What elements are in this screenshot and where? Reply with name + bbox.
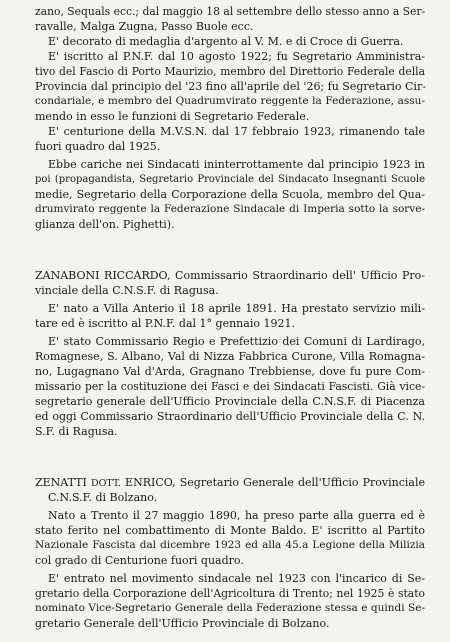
text-line: gretario della Corporazione dell'Agricoltura di Trento; nel 1925 è stato: [35, 587, 425, 600]
text-line: segretario generale dell'Ufficio Provinciale della C.N.S.F. di Piacenza: [35, 395, 425, 408]
text-line: missario per la costituzione dei Fasci e dei Sindacati Fascisti. Già vice-: [35, 380, 425, 393]
text-line: Nato a Trento il 27 maggio 1890, ha preso parte alla guerra ed è: [48, 509, 425, 522]
text-line: Nazionale Fascista dal dicembre 1923 ed alla 45.a Legione della Milizia: [35, 539, 425, 551]
entry-name: ZENATTI: [35, 476, 87, 489]
entry-first-name: ENRICO: [125, 476, 173, 489]
text-line: zano, Sequals ecc.; dal maggio 18 al settembre dello stesso anno a Ser-: [35, 5, 426, 18]
text-line: Ebbe cariche nei Sindacati ininterrottamente dal principio 1923 in: [48, 158, 425, 171]
text-line: E' nato a Villa Anterio il 18 aprile 1891. Ha prestato servizio mili-: [48, 302, 425, 315]
text-line: fuori quadro dal 1925.: [35, 140, 161, 153]
text-line: tare ed è iscritto al P.N.F. dal 1° gennaio 1921.: [35, 317, 295, 330]
entry-heading-line: [35, 268, 425, 283]
text-line: no, Lugagnano Val d'Arda, Gragnano Trebbiense, dove fu pure Com-: [35, 365, 425, 378]
entry-heading-line: [35, 475, 425, 491]
text-line: Provincia dal principio del '23 fino all'aprile del '26; fu Segretario Cir-: [35, 80, 426, 93]
text-line: E' iscritto al P.N.F. dal 10 agosto 1922; fu Segretario Amministra-: [48, 50, 425, 63]
text-line: mendo in esso le funzioni di Segretario Federale.: [35, 110, 310, 123]
text-line: vinciale della C.N.S.F. di Ragusa.: [35, 284, 219, 297]
text-line: stato ferito nel combattimento di Monte Baldo. E' iscritto al Partito: [35, 524, 425, 537]
text-line: medie, Segretario della Corporazione della Scuola, membro del Qua-: [35, 188, 425, 201]
entry-name: ZANABONI RICCARDO: [35, 269, 167, 282]
text-line: ed oggi Commissario Straordinario dell'Ufficio Provinciale della C. N.: [35, 410, 425, 423]
text-line: nominato Vice-Segretario Generale della Federazione stessa e quindi Se-: [35, 602, 425, 614]
text-line: condariale, e membro del Quadrumvirato reggente la Federazione, assu-: [35, 95, 425, 107]
text-line: col grado di Centurione fuori quadro.: [35, 554, 244, 567]
text-line: tivo del Fascio di Porto Maurizio, membro del Direttorio Federale della: [35, 65, 425, 78]
text-line: E' stato Commissario Regio e Prefettizio dei Comuni di Lardirago,: [48, 335, 425, 348]
text-line: E' entrato nel movimento sindacale nel 1923 con l'incarico di Se-: [48, 572, 425, 585]
entry-role: , Segretario Generale dell'Ufficio Provinciale: [172, 476, 425, 489]
text-line: poi (propagandista, Segretario Provinciale del Sindacato Insegnanti Scuole: [35, 174, 425, 185]
text-line: Romagnese, S. Albano, Val di Nizza Fabbrica Curone, Villa Romagna-: [35, 350, 425, 363]
entry-title: DOTT.: [91, 478, 121, 489]
text-line: ravalle, Malga Zugna, Passo Buole ecc.: [35, 20, 254, 33]
text-line: C.N.S.F. di Bolzano.: [48, 491, 158, 504]
text-line: E' centurione della M.V.S.N. dal 17 febbraio 1923, rimanendo tale: [48, 125, 425, 138]
text-line: glianza dell'on. Pighetti).: [35, 218, 175, 231]
text-line: S.F. di Ragusa.: [35, 425, 118, 438]
entry-role: , Commissario Straordinario dell' Ufficio Pro-: [166, 269, 425, 282]
text-line: E' decorato di medaglia d'argento al V. M. e di Croce di Guerra.: [48, 35, 404, 48]
text-line: gretario Generale dell'Ufficio Provinciale di Bolzano.: [35, 617, 330, 630]
text-line: drumvirato reggente la Federazione Sindacale di Imperia sotto la sorve-: [35, 203, 425, 215]
